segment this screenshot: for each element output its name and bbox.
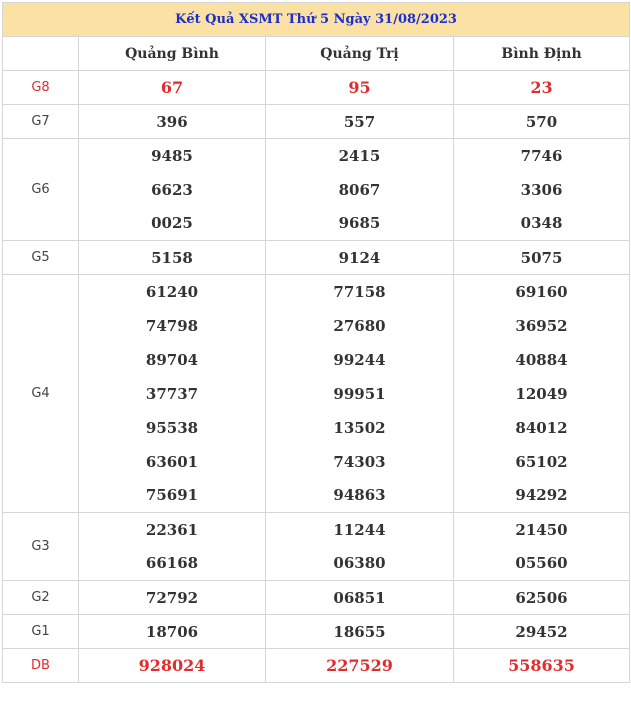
result-number: 06851 bbox=[266, 581, 454, 615]
result-number: 9485 bbox=[79, 139, 266, 173]
result-number: 65102 bbox=[454, 445, 630, 479]
result-number: 67 bbox=[79, 71, 266, 105]
result-number: 9685 bbox=[266, 207, 454, 241]
result-number: 36952 bbox=[454, 309, 630, 343]
table-row bbox=[3, 241, 630, 275]
result-number: 6623 bbox=[79, 173, 266, 207]
prize-label: G7 bbox=[3, 105, 79, 139]
result-number: 40884 bbox=[454, 343, 630, 377]
lottery-result-table bbox=[2, 2, 630, 683]
result-number: 29452 bbox=[454, 615, 630, 649]
result-number: 84012 bbox=[454, 411, 630, 445]
result-number: 75691 bbox=[79, 479, 266, 513]
result-number: 99951 bbox=[266, 377, 454, 411]
result-number: 61240 bbox=[79, 275, 266, 309]
result-number: 18655 bbox=[266, 615, 454, 649]
prize-label: G5 bbox=[3, 241, 79, 275]
result-number: 37737 bbox=[79, 377, 266, 411]
result-number: 11244 bbox=[266, 513, 454, 547]
result-number: 227529 bbox=[266, 649, 454, 683]
result-number: 95538 bbox=[79, 411, 266, 445]
table-title: Kết Quả XSMT Thứ 5 Ngày 31/08/2023 bbox=[3, 3, 630, 37]
table-row bbox=[3, 513, 630, 547]
prize-label: G2 bbox=[3, 581, 79, 615]
result-number: 94863 bbox=[266, 479, 454, 513]
table-row bbox=[3, 343, 630, 377]
result-number: 74798 bbox=[79, 309, 266, 343]
prize-label: G3 bbox=[3, 513, 79, 581]
table-row bbox=[3, 445, 630, 479]
result-number: 89704 bbox=[79, 343, 266, 377]
table-row bbox=[3, 581, 630, 615]
result-number: 2415 bbox=[266, 139, 454, 173]
result-number: 0025 bbox=[79, 207, 266, 241]
province-header-quang-tri: Quảng Trị bbox=[266, 37, 454, 71]
table-row bbox=[3, 377, 630, 411]
result-number: 5158 bbox=[79, 241, 266, 275]
result-number: 06380 bbox=[266, 547, 454, 581]
result-number: 23 bbox=[454, 71, 630, 105]
prize-label: G8 bbox=[3, 71, 79, 105]
result-number: 12049 bbox=[454, 377, 630, 411]
result-number: 94292 bbox=[454, 479, 630, 513]
result-number: 0348 bbox=[454, 207, 630, 241]
prize-label: G6 bbox=[3, 139, 79, 241]
table-row bbox=[3, 479, 630, 513]
result-number: 557 bbox=[266, 105, 454, 139]
table-row bbox=[3, 139, 630, 173]
result-number: 69160 bbox=[454, 275, 630, 309]
prize-label: DB bbox=[3, 649, 79, 683]
table-row bbox=[3, 649, 630, 683]
result-number: 63601 bbox=[79, 445, 266, 479]
result-number: 9124 bbox=[266, 241, 454, 275]
table-row bbox=[3, 411, 630, 445]
result-number: 8067 bbox=[266, 173, 454, 207]
result-number: 77158 bbox=[266, 275, 454, 309]
result-number: 99244 bbox=[266, 343, 454, 377]
table-row bbox=[3, 547, 630, 581]
result-number: 5075 bbox=[454, 241, 630, 275]
result-number: 72792 bbox=[79, 581, 266, 615]
result-number: 74303 bbox=[266, 445, 454, 479]
table-row bbox=[3, 71, 630, 105]
result-number: 66168 bbox=[79, 547, 266, 581]
result-number: 22361 bbox=[79, 513, 266, 547]
result-number: 396 bbox=[79, 105, 266, 139]
table-row bbox=[3, 309, 630, 343]
table-row bbox=[3, 615, 630, 649]
prize-label: G4 bbox=[3, 275, 79, 513]
result-number: 13502 bbox=[266, 411, 454, 445]
result-number: 558635 bbox=[454, 649, 630, 683]
result-number: 928024 bbox=[79, 649, 266, 683]
prize-label: G1 bbox=[3, 615, 79, 649]
province-header-binh-dinh: Bình Định bbox=[454, 37, 630, 71]
result-number: 62506 bbox=[454, 581, 630, 615]
result-number: 05560 bbox=[454, 547, 630, 581]
title-row bbox=[3, 3, 630, 37]
result-number: 27680 bbox=[266, 309, 454, 343]
table-row bbox=[3, 105, 630, 139]
province-header-quang-binh: Quảng Bình bbox=[79, 37, 266, 71]
table-row bbox=[3, 207, 630, 241]
result-number: 21450 bbox=[454, 513, 630, 547]
table-row bbox=[3, 173, 630, 207]
result-number: 95 bbox=[266, 71, 454, 105]
prize-header-cell bbox=[3, 37, 79, 71]
result-number: 7746 bbox=[454, 139, 630, 173]
province-header-row bbox=[3, 37, 630, 71]
result-number: 570 bbox=[454, 105, 630, 139]
table-row bbox=[3, 275, 630, 309]
result-number: 18706 bbox=[79, 615, 266, 649]
result-number: 3306 bbox=[454, 173, 630, 207]
